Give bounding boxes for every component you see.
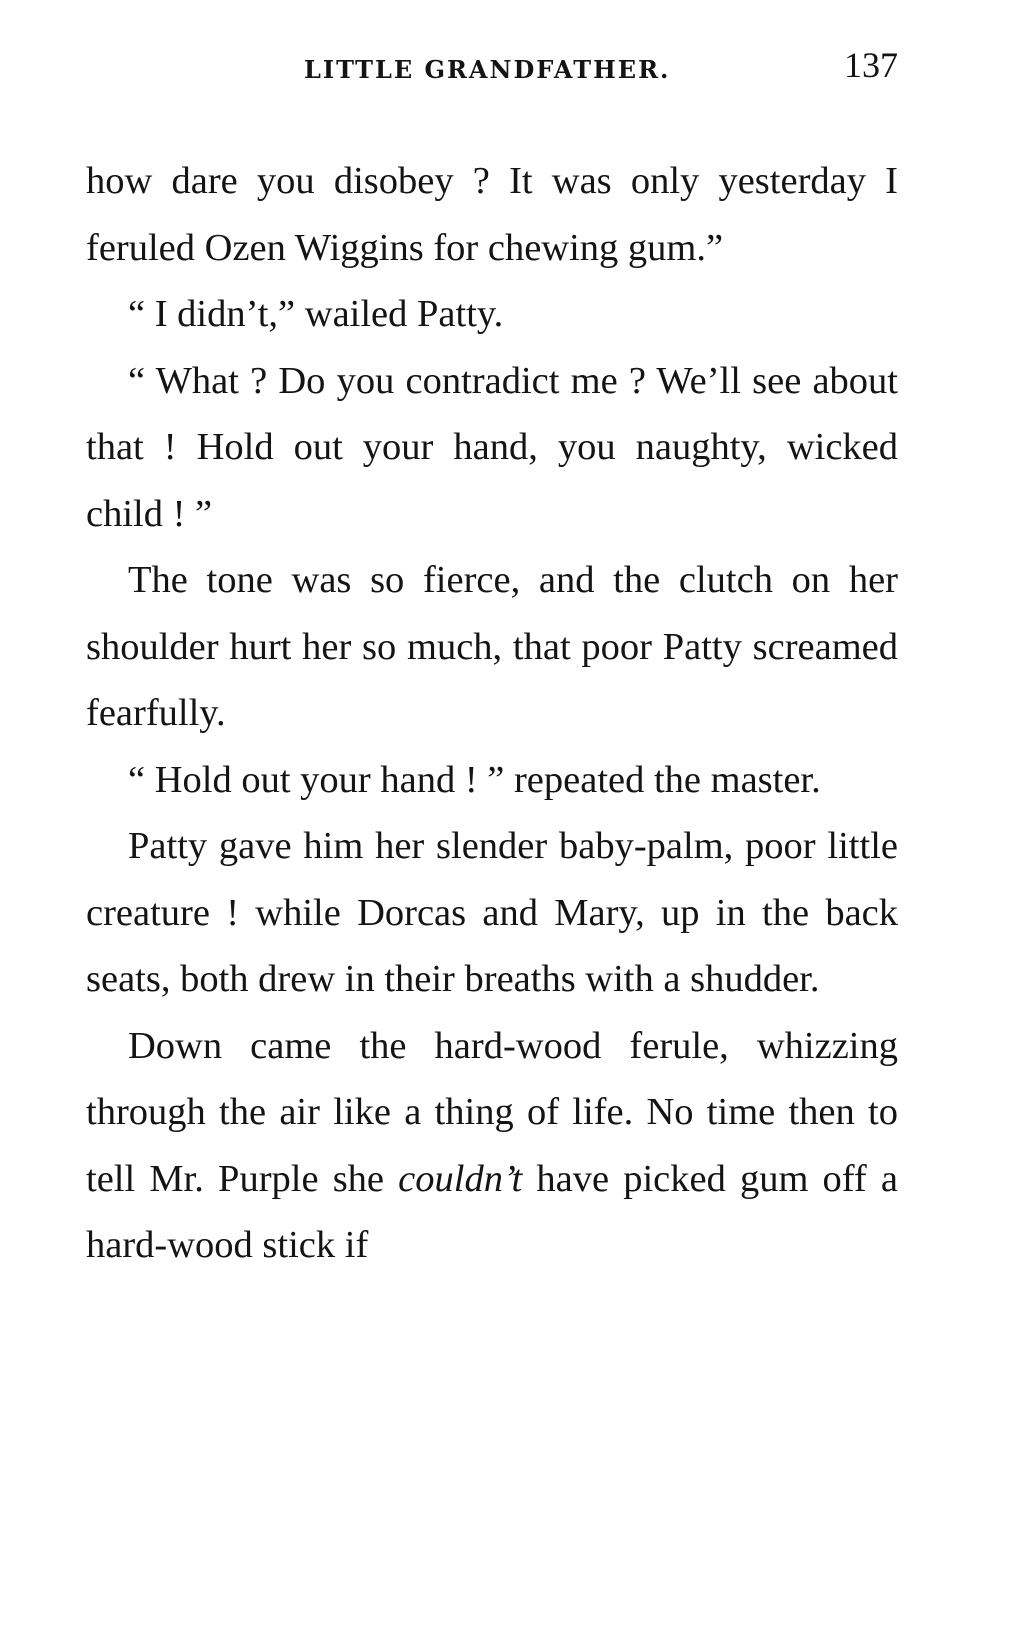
paragraph-5: “ Hold out your hand ! ” repeated the master. <box>128 758 821 801</box>
paragraph-7-emphasis: couldn’t <box>398 1157 523 1200</box>
running-head <box>86 40 898 96</box>
body-text <box>86 148 898 1279</box>
paragraph-4: The tone was so fierce, and the clutch on her shoulder hurt her so much, that poor Patty screamed fearfully. <box>86 559 898 734</box>
paragraph-7-text-before: Down came the hard-wood ferule, whizzing through the air like a thing of life. No time then to tell Mr. Purple she <box>86 1024 898 1200</box>
book-page <box>86 40 898 1279</box>
paragraph-7 <box>86 1013 898 1279</box>
paragraph-3: “ What ? Do you contradict me ? We’ll see about that ! Hold out your hand, you naughty, wicked child ! ” <box>86 359 898 535</box>
paragraph-7-text-after: have picked gum off a hard-wood stick if <box>86 1157 898 1266</box>
page-number: 137 <box>844 45 898 85</box>
paragraph-1: how dare you disobey ? It was only yesterday I feruled Ozen Wiggins for chewing gum.” <box>86 160 898 269</box>
paragraph-2: “ I didn’t,” wailed Patty. <box>128 293 504 335</box>
paragraph-6: Patty gave him her slender baby-palm, poor little creature ! while Dorcas and Mary, up in the back seats, both drew in their breaths with a shudder. <box>86 825 898 1000</box>
running-title: LITTLE GRANDFATHER. <box>304 55 671 84</box>
